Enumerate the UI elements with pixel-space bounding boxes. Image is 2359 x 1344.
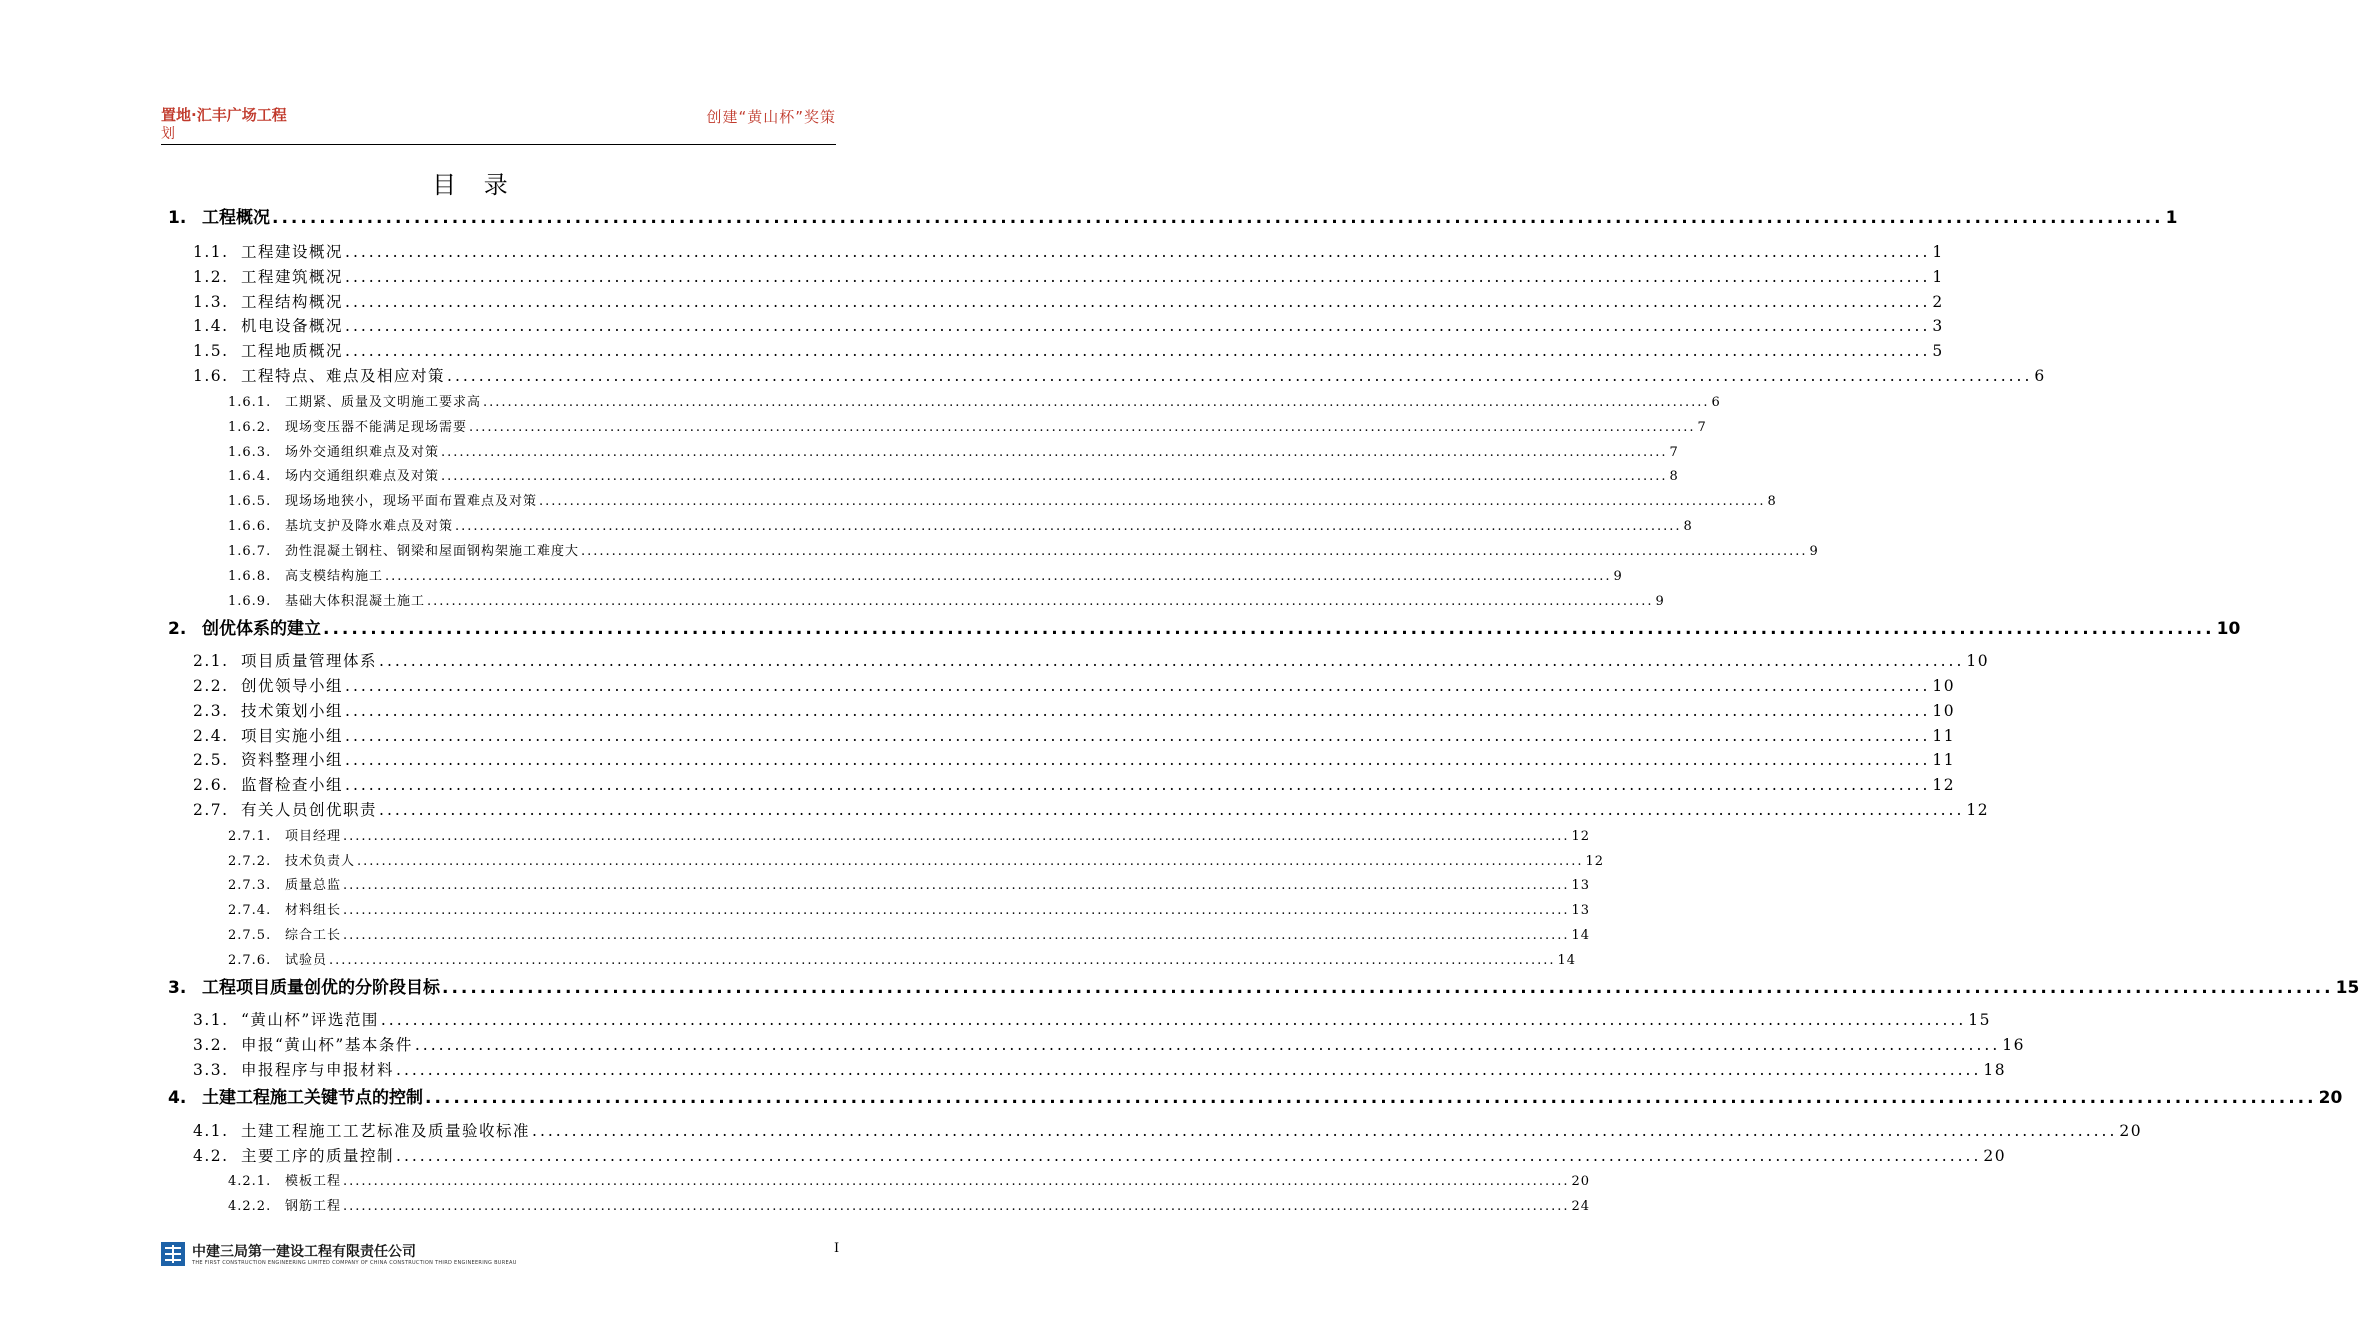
toc-entry-page: 10 <box>1932 677 1956 695</box>
toc-entry-title: 质量总监 <box>285 878 342 893</box>
toc-leader-dots: ........................................................................................................................................................................................................ <box>380 1011 1967 1029</box>
toc-entry-number: 2.4. <box>193 727 229 745</box>
toc-entry-page: 14 <box>1571 928 1591 943</box>
toc-entry[interactable] <box>193 674 1956 696</box>
toc-leader-dots: ........................................................................................................................................................................................................ <box>329 953 1556 968</box>
toc-entry-title: 材料组长 <box>285 903 342 918</box>
toc-leader-dots: ........................................................................................................................................................................................................ <box>414 1036 2001 1054</box>
toc-entry-number: 4.2. <box>193 1147 229 1165</box>
toc-entry[interactable] <box>193 339 1944 361</box>
toc-entry-number: 2.7.5. <box>228 928 272 943</box>
toc-entry-page: 10 <box>1966 652 1990 670</box>
toc-entry-title: 场外交通组织难点及对策 <box>285 445 440 460</box>
toc-entry-page: 13 <box>1571 903 1591 918</box>
toc-entry-title: 综合工长 <box>285 928 342 943</box>
toc-entry[interactable] <box>228 391 1721 410</box>
toc-entry[interactable] <box>193 798 1990 820</box>
toc-leader-dots: ........................................................................................................................................................................................................ <box>343 903 1570 918</box>
toc-entry-page: 8 <box>1767 494 1777 509</box>
toc-leader-dots: ........................................................................................................................................................................................................ <box>343 829 1570 844</box>
toc-leader-dots: ........................................................................................................................................................................................................ <box>345 268 1931 286</box>
toc-entry-number: 1.6.8. <box>228 569 272 584</box>
toc-entry-title: “黄山杯”评选范围 <box>241 1011 379 1029</box>
toc-entry-title: 现场场地狭小，现场平面布置难点及对策 <box>285 494 538 509</box>
toc-entry[interactable] <box>193 649 1990 671</box>
toc-entry-title: 机电设备概况 <box>241 317 344 335</box>
toc-entry-page: 6 <box>1711 395 1721 410</box>
toc-entry-page: 14 <box>1557 953 1577 968</box>
toc-leader-dots: ........................................................................................................................................................................................................ <box>343 1199 1570 1214</box>
toc-entry-title: 项目实施小组 <box>241 727 344 745</box>
toc-entry[interactable] <box>193 1119 2143 1141</box>
toc-entry-number: 1.6.2. <box>228 420 272 435</box>
toc-leader-dots: ........................................................................................................................................................................................................ <box>345 243 1931 261</box>
toc-entry[interactable] <box>168 1083 2343 1108</box>
toc-entry-title: 基础大体积混凝土施工 <box>285 594 426 609</box>
toc-entry-page: 9 <box>1655 594 1665 609</box>
toc-entry-number: 2.1. <box>193 652 229 670</box>
toc-entry-title: 土建工程施工工艺标准及质量验收标准 <box>241 1122 531 1140</box>
toc-leader-dots: ........................................................................................................................................................................................................ <box>345 702 1931 720</box>
toc-leader-dots: ........................................................................................................................................................................................................ <box>469 420 1696 435</box>
toc-entry-title: 项目经理 <box>285 829 342 844</box>
toc-entry-number: 3.2. <box>193 1036 229 1054</box>
toc-entry[interactable] <box>228 850 1605 869</box>
toc-leader-dots: ........................................................................................................................................................................................................ <box>345 342 1931 360</box>
toc-entry-title: 场内交通组织难点及对策 <box>285 469 440 484</box>
toc-entry[interactable] <box>228 441 1679 460</box>
toc-entry-title: 高支模结构施工 <box>285 569 384 584</box>
toc-entry[interactable] <box>228 899 1591 918</box>
toc-entry-page: 12 <box>1966 801 1990 819</box>
toc-entry[interactable] <box>168 203 2178 228</box>
toc-entry-page: 11 <box>1932 751 1956 769</box>
toc-entry[interactable] <box>193 265 1944 287</box>
toc-entry-title: 工程结构概况 <box>241 293 344 311</box>
toc-entry-number: 1.2. <box>193 268 229 286</box>
toc-entry-number: 2.7.2. <box>228 854 272 869</box>
toc-leader-dots: ........................................................................................................................................................................................................ <box>272 208 2164 228</box>
toc-entry-title: 有关人员创优职责 <box>241 801 378 819</box>
company-logo-icon <box>161 1242 185 1266</box>
toc-entry-number: 2.2. <box>193 677 229 695</box>
toc-entry-number: 3.1. <box>193 1011 229 1029</box>
toc-entry[interactable] <box>228 874 1591 893</box>
footer-company-english: THE FIRST CONSTRUCTION ENGINEERING LIMITED COMPANY OF CHINA CONSTRUCTION THIRD ENGINEERING BUREAU <box>192 1260 517 1266</box>
toc-entry[interactable] <box>193 364 2046 386</box>
toc-entry-title: 主要工序的质量控制 <box>241 1147 395 1165</box>
toc-leader-dots: ........................................................................................................................................................................................................ <box>323 619 2215 639</box>
toc-entry-number: 1.6.3. <box>228 445 272 460</box>
page-number: I <box>834 1241 840 1256</box>
toc-entry[interactable] <box>193 240 1944 262</box>
toc-leader-dots: ........................................................................................................................................................................................................ <box>441 445 1668 460</box>
toc-leader-dots: ........................................................................................................................................................................................................ <box>343 1174 1570 1189</box>
toc-entry-number: 1. <box>168 208 187 228</box>
toc-entry-number: 2.7.3. <box>228 878 272 893</box>
toc-leader-dots: ........................................................................................................................................................................................................ <box>483 395 1710 410</box>
toc-entry-page: 2 <box>1932 293 1944 311</box>
toc-entry-page: 8 <box>1669 469 1679 484</box>
toc-entry[interactable] <box>168 973 2359 998</box>
toc-entry-number: 1.6.5. <box>228 494 272 509</box>
toc-entry-number: 4.2.2. <box>228 1199 272 1214</box>
toc-entry-number: 2.5. <box>193 751 229 769</box>
toc-entry-number: 2.7.4. <box>228 903 272 918</box>
toc-entry-number: 1.5. <box>193 342 229 360</box>
toc-entry-page: 1 <box>1932 268 1944 286</box>
toc-entry-number: 4.2.1. <box>228 1174 272 1189</box>
toc-leader-dots: ........................................................................................................................................................................................................ <box>441 469 1668 484</box>
toc-entry-number: 4.1. <box>193 1122 229 1140</box>
toc-entry[interactable] <box>228 949 1577 968</box>
toc-entry-page: 1 <box>1932 243 1944 261</box>
toc-entry[interactable] <box>168 614 2241 639</box>
toc-entry-number: 2.7.6. <box>228 953 272 968</box>
toc-entry[interactable] <box>193 748 1956 770</box>
header-project-title: 置地·汇丰广场工程 <box>161 106 287 124</box>
toc-entry[interactable] <box>228 825 1591 844</box>
toc-entry[interactable] <box>228 1195 1591 1214</box>
toc-entry-title: 项目质量管理体系 <box>241 652 378 670</box>
toc-entry-number: 2.3. <box>193 702 229 720</box>
toc-entry-title: 创优领导小组 <box>241 677 344 695</box>
toc-entry-title: 工期紧、质量及文明施工要求高 <box>285 395 482 410</box>
toc-entry-title: 工程项目质量创优的分阶段目标 <box>202 978 440 998</box>
toc-entry[interactable] <box>228 540 1819 559</box>
header-right-title: 创建“黄山杯”奖策 <box>706 108 836 126</box>
toc-entry-number: 1.6.4. <box>228 469 272 484</box>
toc-leader-dots: ........................................................................................................................................................................................................ <box>385 569 1612 584</box>
toc-entry-number: 3.3. <box>193 1061 229 1079</box>
toc-entry-number: 1.6. <box>193 367 229 385</box>
toc-entry[interactable] <box>228 490 1777 509</box>
toc-leader-dots: ........................................................................................................................................................................................................ <box>427 594 1654 609</box>
toc-entry-number: 4. <box>168 1088 187 1108</box>
toc-entry-number: 2. <box>168 619 187 639</box>
toc-leader-dots: ........................................................................................................................................................................................................ <box>396 1061 1982 1079</box>
toc-entry-page: 8 <box>1683 519 1693 534</box>
toc-entry-title: 工程地质概况 <box>241 342 344 360</box>
toc-entry-title: 模板工程 <box>285 1174 342 1189</box>
toc-leader-dots: ........................................................................................................................................................................................................ <box>447 367 2033 385</box>
toc-entry-number: 1.4. <box>193 317 229 335</box>
toc-entry[interactable] <box>228 416 1707 435</box>
toc-entry[interactable] <box>228 565 1623 584</box>
toc-leader-dots: ........................................................................................................................................................................................................ <box>379 652 1965 670</box>
toc-leader-dots: ........................................................................................................................................................................................................ <box>345 293 1931 311</box>
toc-entry-page: 1 <box>2165 208 2178 228</box>
toc-entry[interactable] <box>228 590 1665 609</box>
toc-leader-dots: ........................................................................................................................................................................................................ <box>357 854 1584 869</box>
toc-entry-title: 技术策划小组 <box>241 702 344 720</box>
toc-entry-title: 基坑支护及降水难点及对策 <box>285 519 454 534</box>
toc-entry-page: 10 <box>1932 702 1956 720</box>
toc-leader-dots: ........................................................................................................................................................................................................ <box>345 751 1931 769</box>
toc-leader-dots: ........................................................................................................................................................................................................ <box>345 776 1931 794</box>
toc-leader-dots: ........................................................................................................................................................................................................ <box>343 928 1570 943</box>
toc-leader-dots: ........................................................................................................................................................................................................ <box>455 519 1682 534</box>
toc-entry-number: 2.6. <box>193 776 229 794</box>
toc-entry-page: 15 <box>1968 1011 1991 1029</box>
toc-entry-title: 工程建设概况 <box>241 243 344 261</box>
header-project-title-cont: 划 <box>161 126 175 142</box>
toc-leader-dots: ........................................................................................................................................................................................................ <box>442 978 2334 998</box>
toc-entry-title: 工程建筑概况 <box>241 268 344 286</box>
toc-entry-number: 1.1. <box>193 243 229 261</box>
toc-entry-number: 3. <box>168 978 187 998</box>
toc-entry[interactable] <box>193 1008 1991 1030</box>
toc-entry-number: 1.6.7. <box>228 544 272 559</box>
toc-entry-number: 1.6.9. <box>228 594 272 609</box>
toc-entry-page: 15 <box>2335 978 2359 998</box>
toc-entry-page: 12 <box>1932 776 1956 794</box>
toc-entry-title: 钢筋工程 <box>285 1199 342 1214</box>
toc-leader-dots: ........................................................................................................................................................................................................ <box>396 1147 1982 1165</box>
toc-entry-title: 工程特点、难点及相应对策 <box>241 367 446 385</box>
toc-entry-number: 1.6.6. <box>228 519 272 534</box>
toc-entry[interactable] <box>228 465 1679 484</box>
toc-entry-number: 2.7.1. <box>228 829 272 844</box>
toc-entry-page: 5 <box>1932 342 1944 360</box>
toc-entry-page: 13 <box>1571 878 1591 893</box>
toc-entry-number: 2.7. <box>193 801 229 819</box>
toc-entry-page: 9 <box>1613 569 1623 584</box>
toc-entry-page: 7 <box>1669 445 1679 460</box>
toc-entry-page: 20 <box>2119 1122 2143 1140</box>
toc-leader-dots: ........................................................................................................................................................................................................ <box>532 1122 2118 1140</box>
toc-entry[interactable] <box>228 924 1591 943</box>
toc-leader-dots: ........................................................................................................................................................................................................ <box>343 878 1570 893</box>
toc-entry-title: 劲性混凝土钢柱、钢梁和屋面钢构架施工难度大 <box>285 544 580 559</box>
toc-entry-title: 技术负责人 <box>285 854 356 869</box>
toc-entry[interactable] <box>193 314 1944 336</box>
toc-entry-page: 20 <box>1983 1147 2007 1165</box>
toc-entry-page: 20 <box>1571 1174 1591 1189</box>
toc-entry-title: 试验员 <box>285 953 328 968</box>
page-title: 目 录 <box>432 171 518 199</box>
toc-entry-title: 资料整理小组 <box>241 751 344 769</box>
toc-entry-title: 工程概况 <box>202 208 270 228</box>
toc-leader-dots: ........................................................................................................................................................................................................ <box>425 1088 2317 1108</box>
toc-entry-page: 9 <box>1809 544 1819 559</box>
toc-entry-page: 3 <box>1932 317 1944 335</box>
toc-leader-dots: ........................................................................................................................................................................................................ <box>345 677 1931 695</box>
toc-leader-dots: ........................................................................................................................................................................................................ <box>345 317 1931 335</box>
toc-leader-dots: ........................................................................................................................................................................................................ <box>581 544 1808 559</box>
toc-entry-number: 1.3. <box>193 293 229 311</box>
toc-entry-title: 申报程序与申报材料 <box>241 1061 395 1079</box>
toc-entry[interactable] <box>193 773 1956 795</box>
toc-entry[interactable] <box>193 1033 2025 1055</box>
toc-entry-title: 监督检查小组 <box>241 776 344 794</box>
toc-entry[interactable] <box>228 1170 1591 1189</box>
toc-entry[interactable] <box>193 1058 2007 1080</box>
toc-entry-page: 10 <box>2216 619 2241 639</box>
toc-entry-number: 1.6.1. <box>228 395 272 410</box>
toc-leader-dots: ........................................................................................................................................................................................................ <box>539 494 1766 509</box>
toc-entry-page: 18 <box>1983 1061 2007 1079</box>
toc-entry-page: 12 <box>1571 829 1591 844</box>
toc-leader-dots: ........................................................................................................................................................................................................ <box>379 801 1965 819</box>
toc-entry[interactable] <box>193 1144 2007 1166</box>
toc-entry[interactable] <box>193 724 1956 746</box>
toc-entry-page: 20 <box>2318 1088 2343 1108</box>
toc-entry-page: 6 <box>2034 367 2046 385</box>
toc-entry-page: 11 <box>1932 727 1956 745</box>
toc-entry[interactable] <box>193 699 1956 721</box>
footer-company-name: 中建三局第一建设工程有限责任公司 <box>192 1244 416 1260</box>
toc-entry-page: 12 <box>1585 854 1605 869</box>
toc-entry[interactable] <box>193 290 1944 312</box>
toc-entry-page: 16 <box>2002 1036 2025 1054</box>
toc-entry-page: 7 <box>1697 420 1707 435</box>
toc-entry-title: 现场变压器不能满足现场需要 <box>285 420 468 435</box>
toc-entry[interactable] <box>228 515 1693 534</box>
toc-entry-title: 土建工程施工关键节点的控制 <box>202 1088 423 1108</box>
toc-entry-title: 申报“黄山杯”基本条件 <box>241 1036 413 1054</box>
toc-entry-title: 创优体系的建立 <box>202 619 321 639</box>
toc-leader-dots: ........................................................................................................................................................................................................ <box>345 727 1931 745</box>
toc-entry-page: 24 <box>1571 1199 1591 1214</box>
